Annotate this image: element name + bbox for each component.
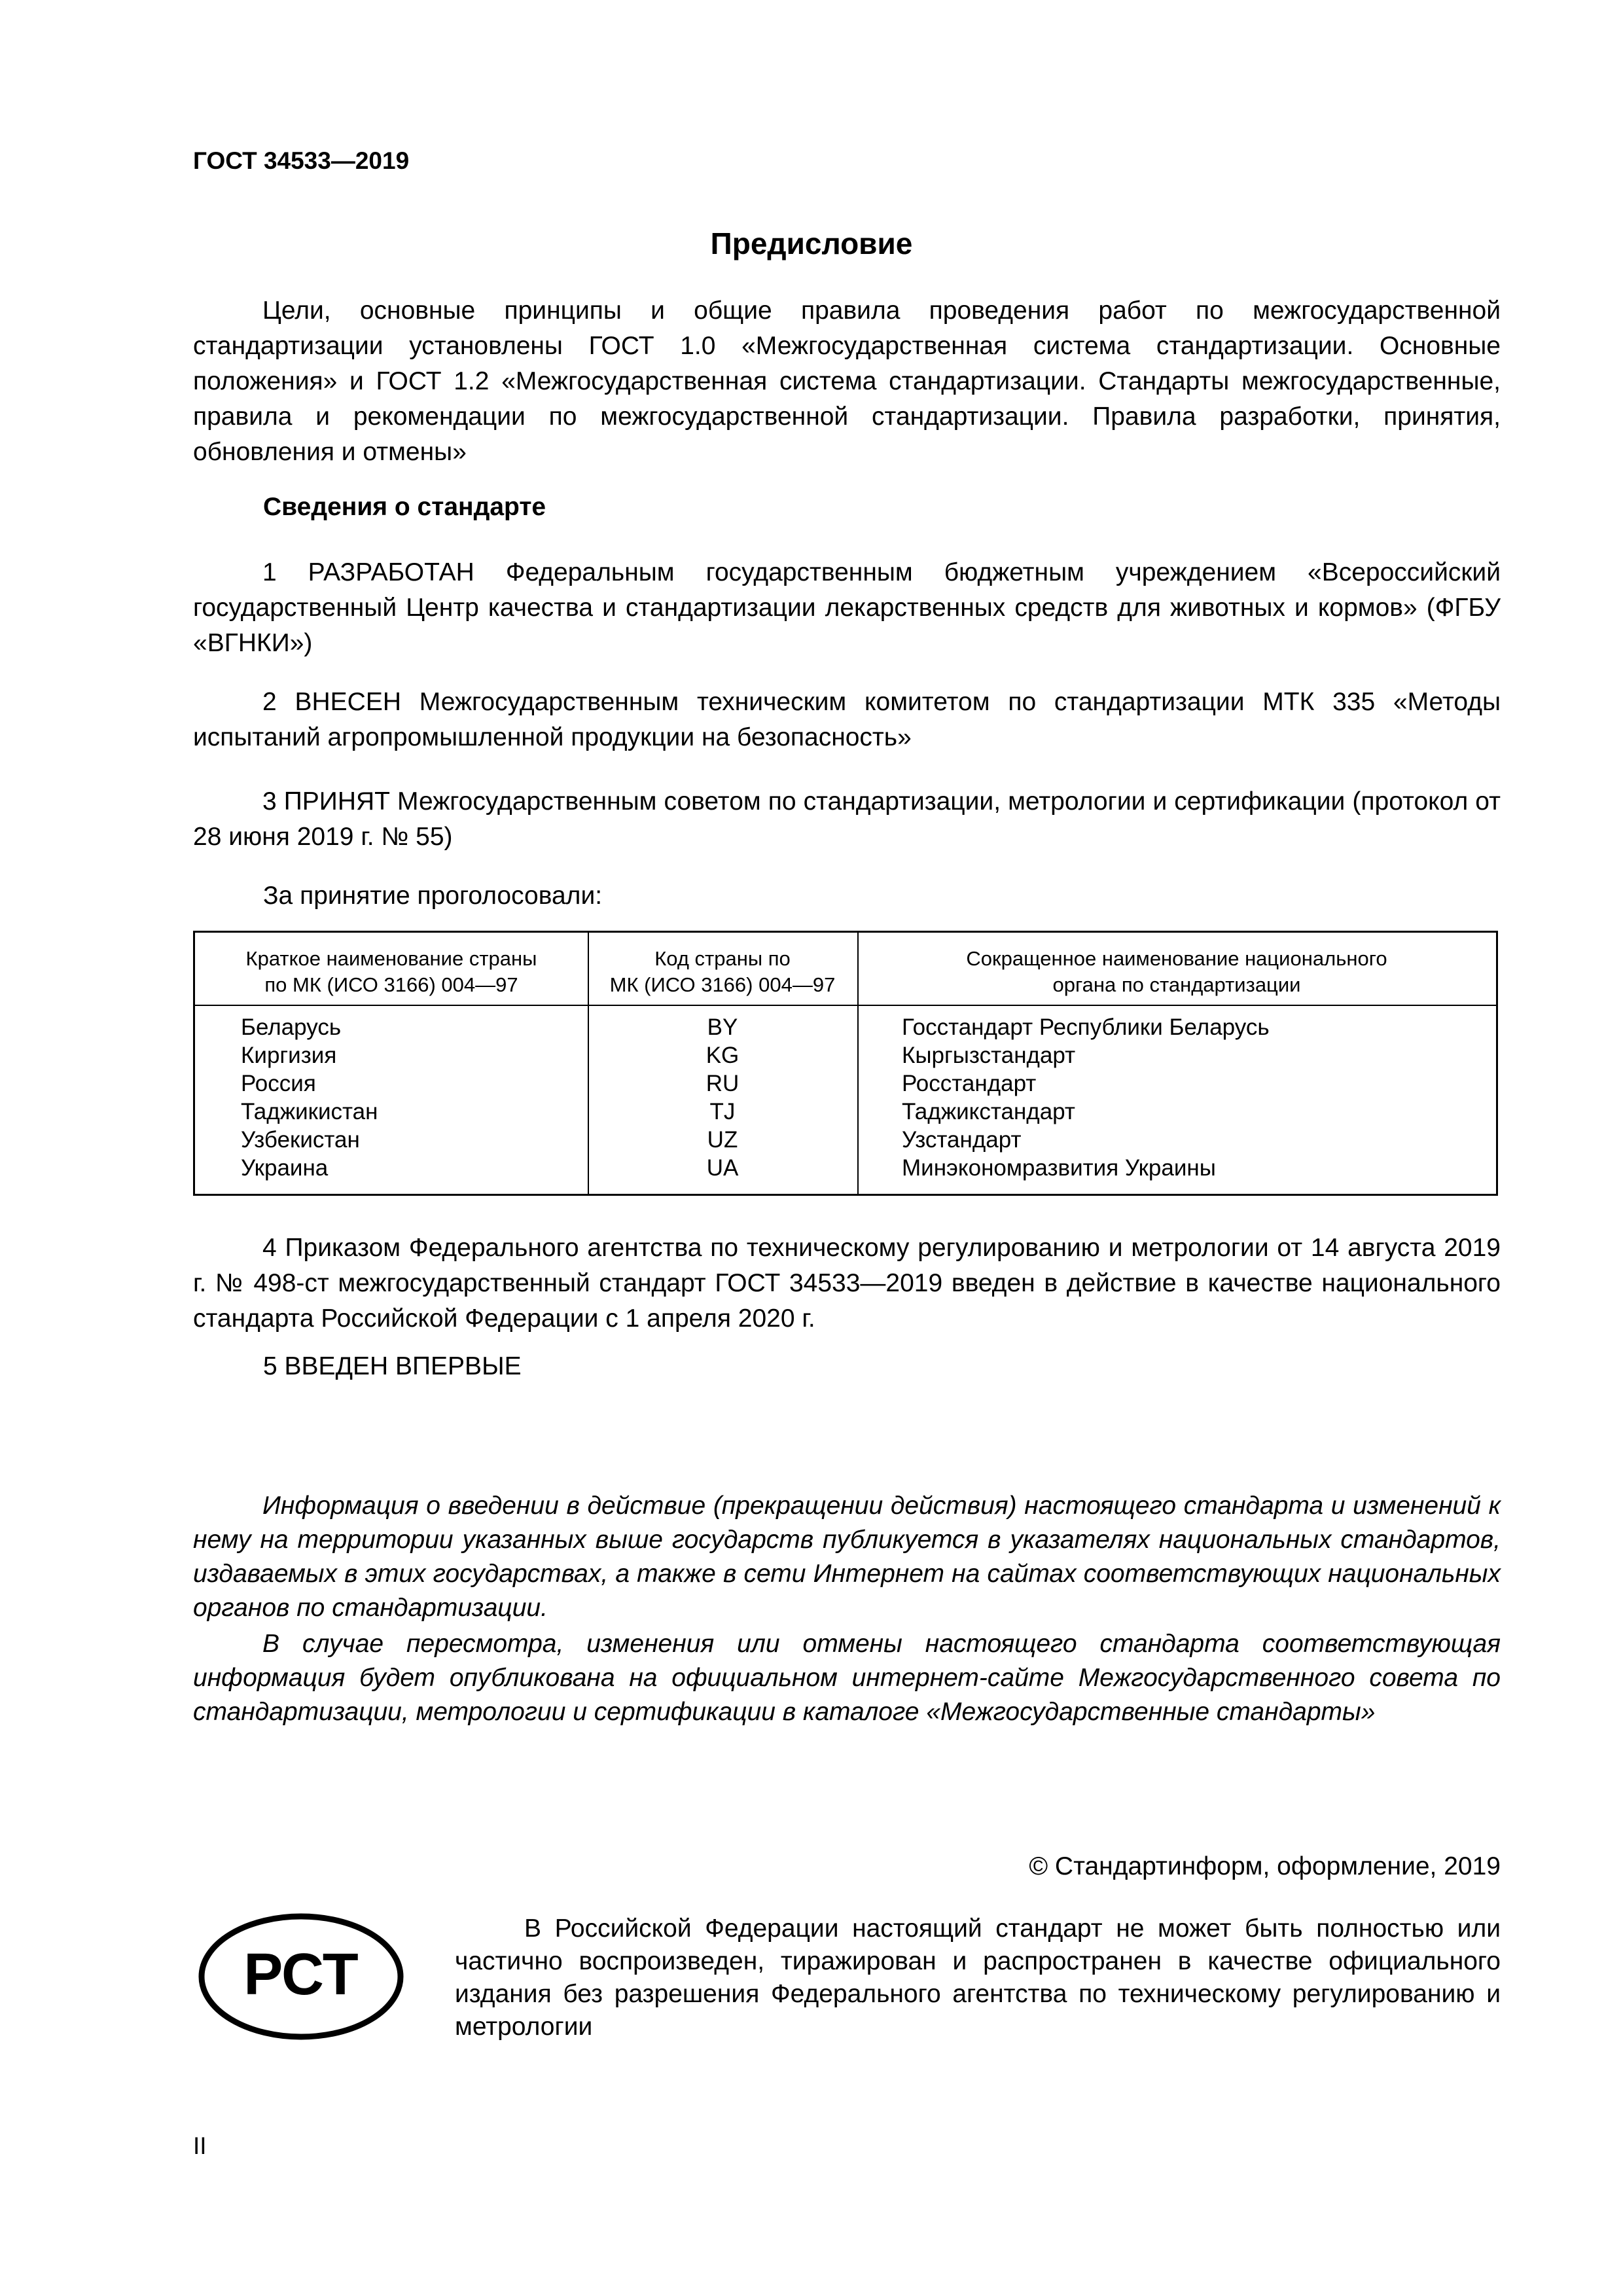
header-line: Код страны по: [654, 947, 791, 970]
country-cell: Таджикистан: [241, 1099, 378, 1124]
header-line: Краткое наименование страны: [245, 947, 537, 970]
page-number: II: [193, 2132, 207, 2159]
section-heading: Сведения о стандарте: [263, 493, 546, 521]
header-line: по МК (ИСО 3166) 004—97: [264, 973, 518, 996]
code-cell: RU: [705, 1071, 740, 1096]
country-column: [241, 1013, 378, 1182]
item-4: 4 Приказом Федерального агентства по техническому регулированию и метрологии от 14 августа 2019 г. № 498-ст межгосударственный стандарт ГОСТ 34533—2019 введен в действие в качестве национального стандарта Российской Федерации с 1 апреля 2020 г.: [193, 1234, 1501, 1333]
logo-lettering: РСТ: [243, 1942, 359, 2007]
document-code: ГОСТ 34533—2019: [193, 147, 410, 174]
copyright-line: © Стандартинформ, оформление, 2019: [1029, 1852, 1501, 1880]
item-1: 1 РАЗРАБОТАН Федеральным государственным бюджетным учреждением «Всероссийский государственный Центр качества и стандартизации лекарственных средств для животных и кормов» (ФГБУ «ВГНКИ»): [193, 558, 1501, 657]
code-cell: BY: [707, 1014, 738, 1040]
country-cell: Украина: [241, 1155, 329, 1181]
organ-cell: Минэкономразвития Украины: [902, 1155, 1216, 1181]
code-column: [588, 1013, 857, 1182]
organ-cell: Росстандарт: [902, 1071, 1037, 1096]
item-2: 2 ВНЕСЕН Межгосударственным техническим комитетом по стандартизации МТК 335 «Методы испытаний агропромышленной продукции на безопасность»: [193, 688, 1501, 751]
country-cell: Киргизия: [241, 1043, 337, 1068]
table-header-organ: [857, 946, 1496, 998]
organ-cell: Госстандарт Республики Беларусь: [902, 1014, 1270, 1040]
info-paragraph-1: Информация о введении в действие (прекращении действия) настоящего стандарта и изменений к нему на территории указанных выше государств публикуется в указателях национальных стандартов, издаваемых в этих государствах, а также в сети Интернет на сайтах соответствующих национальных органов по стандартизации.: [193, 1492, 1501, 1622]
voted-label: За принятие проголосовали:: [263, 882, 603, 910]
organ-column: [902, 1013, 1270, 1182]
country-cell: Узбекистан: [241, 1127, 360, 1153]
code-cell: TJ: [709, 1099, 736, 1124]
organ-cell: Таджикстандарт: [902, 1099, 1075, 1124]
country-cell: Беларусь: [241, 1014, 342, 1040]
table-header-country: [195, 946, 588, 998]
country-cell: Россия: [241, 1071, 316, 1096]
code-cell: UZ: [707, 1127, 738, 1153]
copyright-notice: В Российской Федерации настоящий стандарт не может быть полностью или частично воспроизведен, тиражирован и распространен в качестве официального издания без разрешения Федерального агентства по техническому регулированию и метрологии: [455, 1914, 1501, 2041]
table-header-divider: [195, 1005, 1496, 1006]
header-line: МК (ИСО 3166) 004—97: [609, 973, 836, 996]
item-3: 3 ПРИНЯТ Межгосударственным советом по стандартизации, метрологии и сертификации (протокол от 28 июня 2019 г. № 55): [193, 787, 1501, 851]
page-title: Предисловие: [710, 226, 913, 260]
organ-cell: Узстандарт: [902, 1127, 1022, 1153]
header-line: Сокращенное наименование национального: [966, 947, 1387, 970]
countries-table: [193, 931, 1498, 1196]
code-cell: UA: [706, 1155, 739, 1181]
header-line: органа по стандартизации: [1052, 973, 1301, 996]
item-5: 5 ВВЕДЕН ВПЕРВЫЕ: [263, 1352, 522, 1380]
organ-cell: Кыргызстандарт: [902, 1043, 1076, 1068]
foreword-paragraph: Цели, основные принципы и общие правила проведения работ по межгосударственной стандартизации установлены ГОСТ 1.0 «Межгосударственная система стандартизации. Основные положения» и ГОСТ 1.2 «Межгосударственная система стандартизации. Стандарты межгосударственные, правила и рекомендации по межгосударственной стандартизации. Правила разработки, принятия, обновления и отмены»: [193, 296, 1501, 466]
code-cell: KG: [705, 1043, 740, 1068]
table-header-code: [588, 946, 857, 998]
rst-certification-mark-icon: [196, 1911, 406, 2042]
info-paragraph-2: В случае пересмотра, изменения или отмены настоящего стандарта соответствующая информация будет опубликована на официальном интернет-сайте Межгосударственного совета по стандартизации, метрологии и сертификации в каталоге «Межгосударственные стандарты»: [193, 1630, 1501, 1726]
